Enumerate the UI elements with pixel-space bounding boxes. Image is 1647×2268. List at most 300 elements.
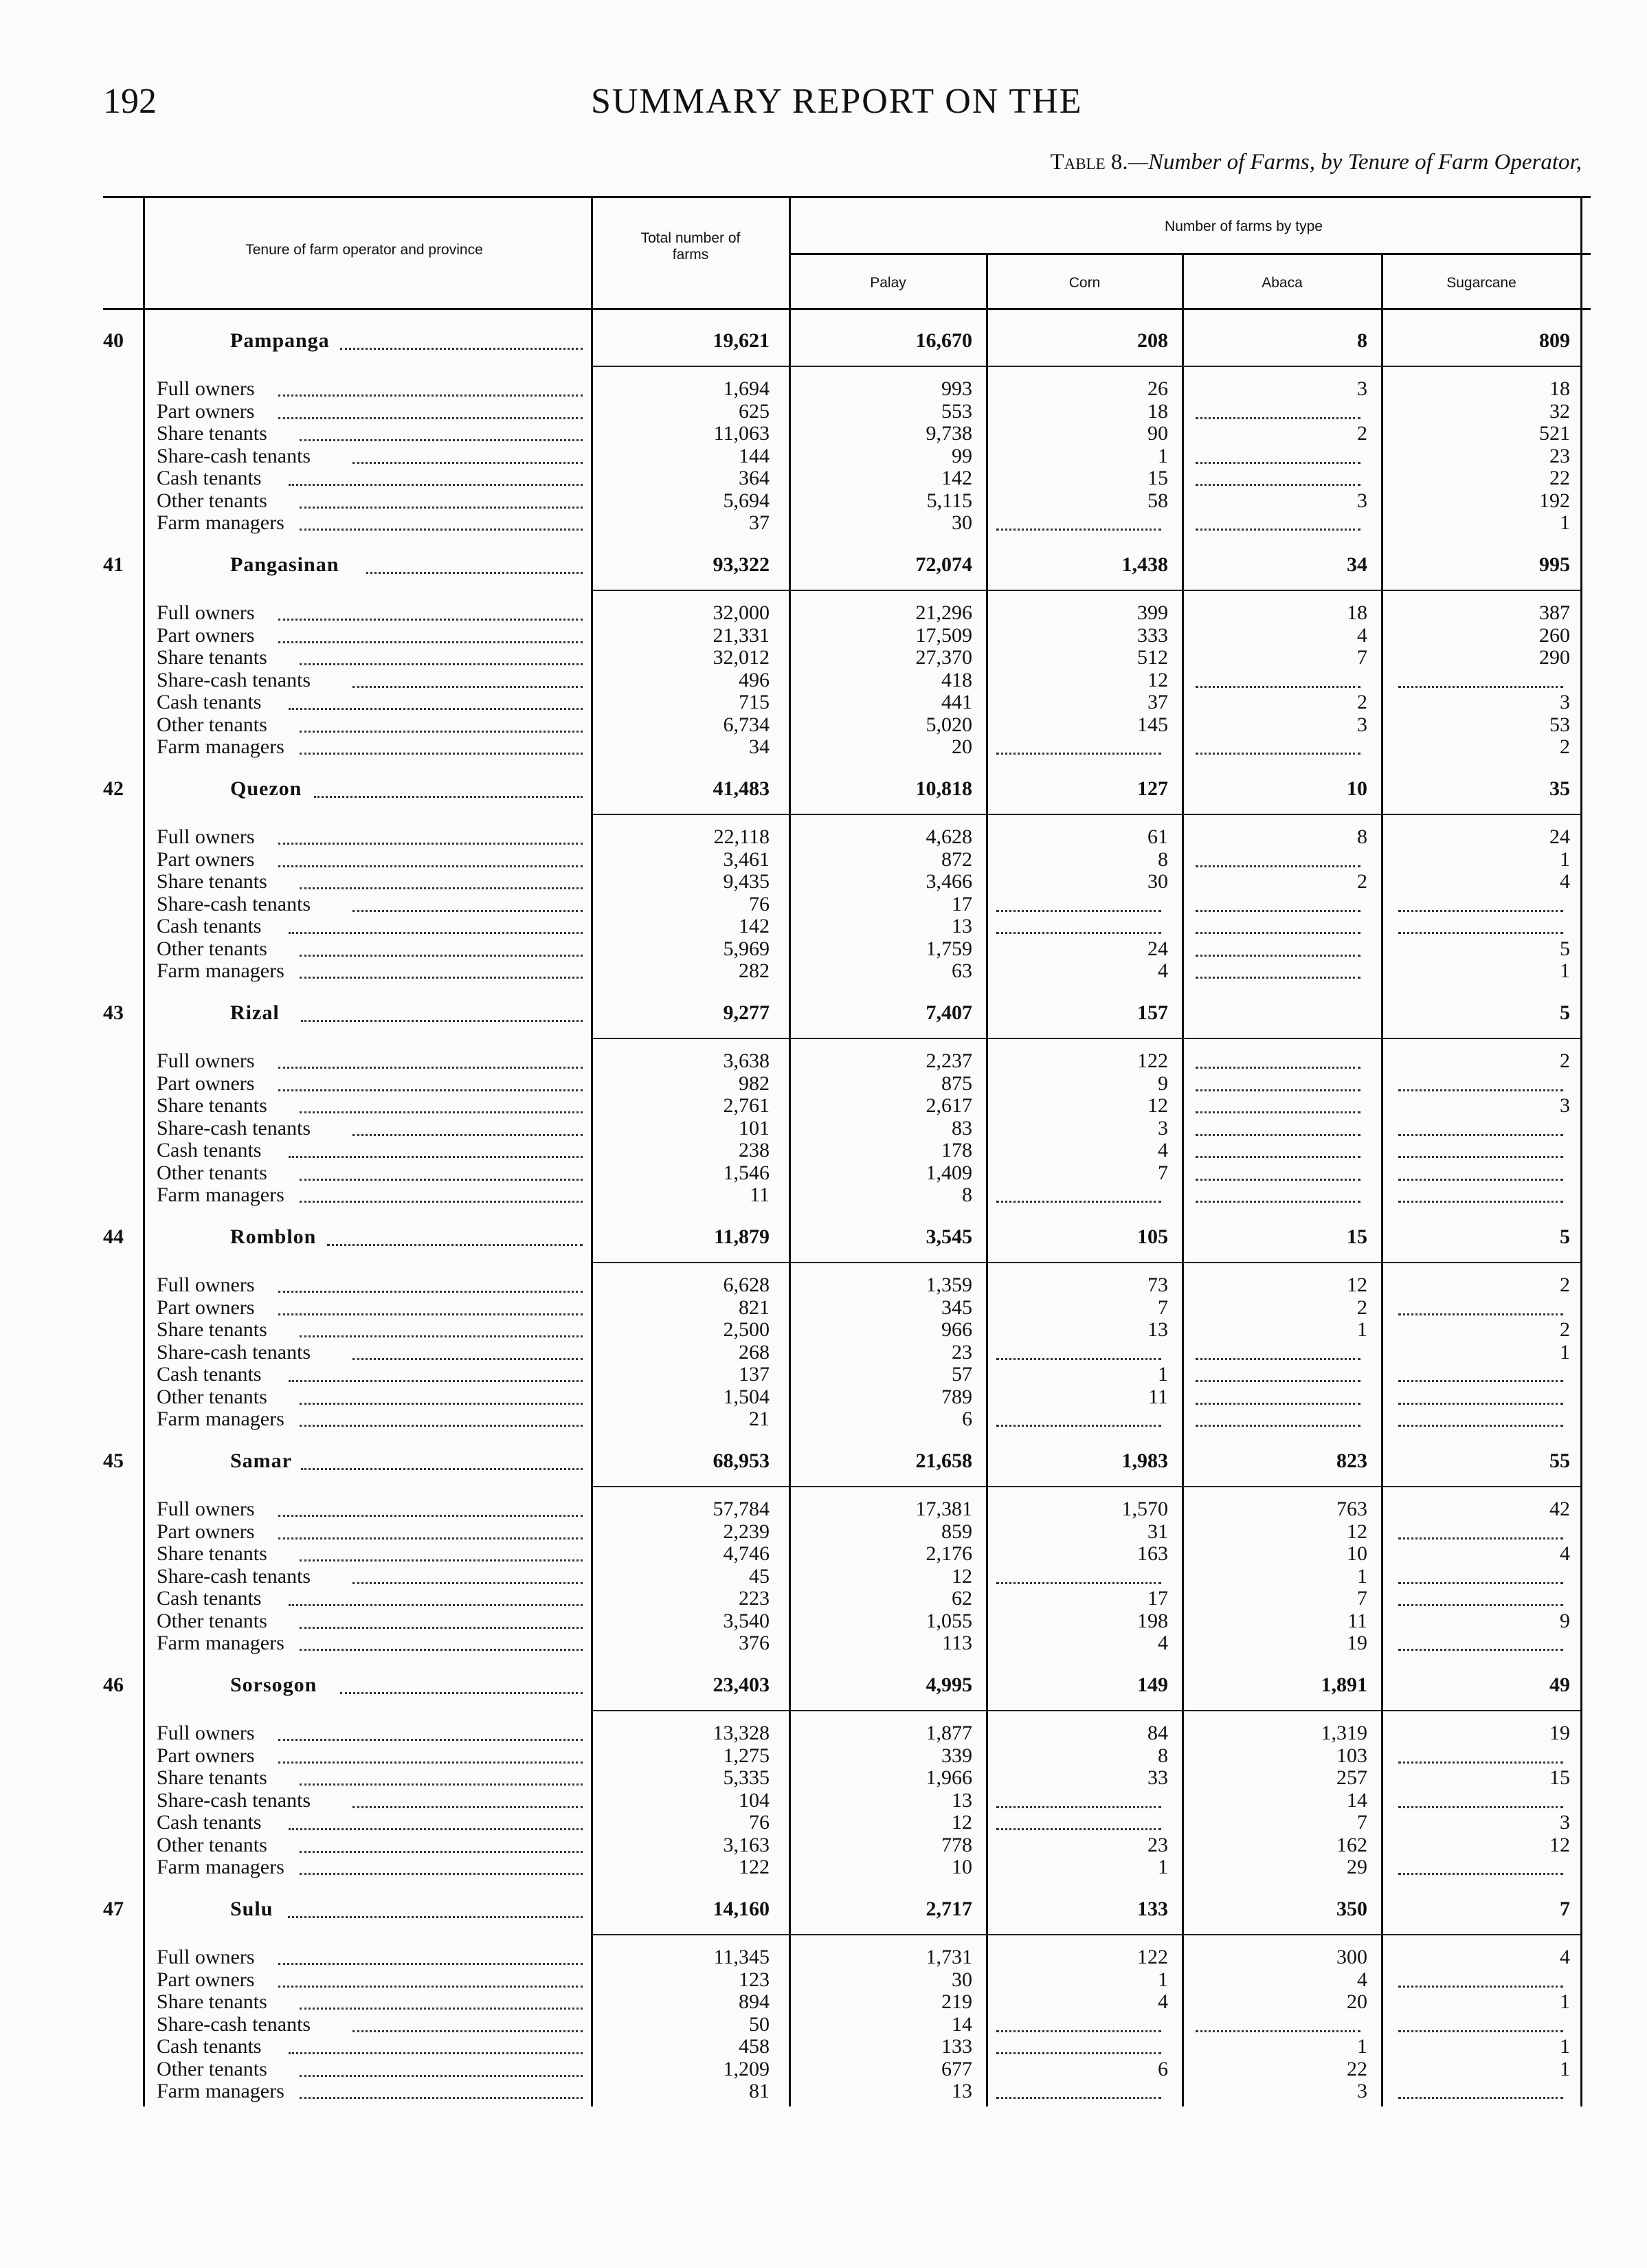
leader-dots (352, 1806, 583, 1808)
tenure-total-value: 821 (739, 1296, 770, 1319)
tenure-label: Farm managers (157, 1856, 284, 1878)
tenure-palay-value: 12 (952, 1811, 972, 1834)
tenure-palay-value: 30 (952, 511, 972, 534)
leader-dots (278, 843, 583, 845)
tenure-sugarcane-value: 15 (1549, 1766, 1570, 1789)
tenure-sugarcane-value: 2 (1560, 735, 1570, 758)
leader-dots (340, 1692, 583, 1694)
leader-dots (289, 1604, 583, 1606)
tenure-sugarcane-value: 9 (1560, 1609, 1570, 1632)
tenure-sugarcane-value: 53 (1549, 713, 1570, 736)
province-number: 42 (103, 777, 124, 800)
tenure-corn-value: 17 (1147, 1587, 1168, 1610)
tenure-sugarcane-value: 3 (1560, 1094, 1570, 1117)
empty-cell-dots (1398, 1806, 1563, 1808)
tenure-total-value: 982 (739, 1071, 770, 1095)
tenure-label: Cash tenants (157, 1587, 262, 1610)
tenure-label: Part owners (157, 623, 255, 647)
tenure-palay-value: 789 (941, 1385, 972, 1408)
tenure-label: Share-cash tenants (157, 892, 311, 915)
tenure-corn-value: 399 (1137, 601, 1168, 624)
tenure-abaca-value: 3 (1357, 2080, 1367, 2102)
tenure-label: Farm managers (157, 735, 284, 758)
leader-dots (300, 753, 583, 755)
tenure-label: Part owners (157, 1296, 255, 1319)
tenure-total-value: 223 (739, 1587, 770, 1610)
tenure-palay-value: 13 (952, 1788, 972, 1812)
leader-dots (300, 529, 583, 531)
tenure-palay-value: 8 (962, 1183, 972, 1206)
tenure-corn-value: 33 (1147, 1766, 1168, 1789)
tenure-sugarcane-value: 1 (1560, 511, 1570, 534)
tenure-corn-value: 122 (1137, 1049, 1168, 1072)
col-header-group: Number of farms by type (1165, 219, 1323, 234)
tenure-corn-value: 512 (1137, 646, 1168, 669)
tenure-sugarcane-value: 1 (1560, 2035, 1570, 2058)
province-name: Pangasinan (230, 553, 339, 576)
leader-dots (352, 910, 583, 912)
tenure-abaca-value: 763 (1336, 1498, 1367, 1520)
tenure-label: Other tenants (157, 2057, 267, 2080)
tenure-corn-value: 122 (1137, 1946, 1168, 1968)
empty-cell-dots (1196, 2030, 1360, 2032)
tenure-palay-value: 83 (952, 1116, 972, 1139)
tenure-corn-value: 333 (1137, 623, 1168, 647)
tenure-total-value: 715 (739, 691, 770, 713)
tenure-corn-value: 198 (1137, 1609, 1168, 1632)
tenure-corn-value: 6 (1158, 2057, 1168, 2080)
leader-dots (300, 2097, 583, 2099)
leader-dots (301, 1020, 583, 1022)
tenure-total-value: 122 (739, 1856, 770, 1878)
tenure-palay-value: 966 (941, 1318, 972, 1341)
tenure-corn-value: 11 (1148, 1385, 1168, 1408)
leader-dots (352, 462, 583, 464)
tenure-label: Full owners (157, 601, 255, 624)
tenure-sugarcane-value: 4 (1560, 1542, 1570, 1565)
tenure-palay-value: 872 (941, 847, 972, 871)
tenure-label: Part owners (157, 1744, 255, 1767)
tenure-sugarcane-value: 4 (1560, 1946, 1570, 1968)
province-abaca: 350 (1336, 1898, 1367, 1920)
tenure-label: Full owners (157, 1722, 255, 1744)
table-label: Table 8. (1050, 150, 1128, 175)
leader-dots (300, 1179, 583, 1181)
leader-dots (301, 1468, 583, 1470)
tenure-palay-value: 875 (941, 1071, 972, 1095)
empty-cell-dots (996, 1828, 1161, 1830)
tenure-corn-value: 4 (1158, 959, 1168, 982)
tenure-label: Share-cash tenants (157, 1564, 311, 1588)
tenure-palay-value: 441 (941, 691, 972, 713)
province-palay: 3,545 (926, 1225, 972, 1248)
tenure-total-value: 22,118 (713, 825, 770, 848)
empty-cell-dots (1398, 1156, 1563, 1158)
empty-cell-dots (1398, 1873, 1563, 1875)
tenure-abaca-value: 12 (1347, 1274, 1367, 1296)
province-rule (591, 814, 1580, 815)
leader-dots (278, 1761, 583, 1764)
province-total: 41,483 (713, 777, 770, 800)
province-name: Sulu (230, 1898, 273, 1920)
tenure-label: Cash tenants (157, 691, 262, 713)
empty-cell-dots (1196, 529, 1360, 531)
tenure-abaca-value: 300 (1336, 1946, 1367, 1968)
leader-dots (278, 865, 583, 867)
tenure-palay-value: 113 (942, 1632, 972, 1654)
leader-dots (300, 2075, 583, 2077)
tenure-total-value: 101 (739, 1116, 770, 1139)
empty-cell-dots (996, 753, 1161, 755)
empty-cell-dots (996, 2030, 1161, 2032)
tenure-palay-value: 1,731 (926, 1946, 972, 1968)
empty-cell-dots (1398, 1134, 1563, 1136)
province-number: 45 (103, 1449, 124, 1472)
tenure-palay-value: 20 (952, 735, 972, 758)
tenure-total-value: 1,504 (723, 1385, 770, 1408)
tenure-palay-value: 142 (941, 467, 972, 489)
province-total: 11,879 (714, 1225, 770, 1248)
empty-cell-dots (1196, 1156, 1360, 1158)
tenure-palay-value: 5,115 (926, 489, 972, 512)
tenure-abaca-value: 2 (1357, 422, 1367, 445)
tenure-total-value: 5,969 (723, 937, 770, 960)
tenure-label: Share-cash tenants (157, 1340, 311, 1364)
tenure-total-value: 57,784 (713, 1498, 770, 1520)
tenure-palay-value: 3,466 (926, 870, 972, 893)
empty-cell-dots (1196, 977, 1360, 979)
province-corn: 1,438 (1121, 553, 1168, 576)
tenure-abaca-value: 2 (1357, 691, 1367, 713)
tenure-palay-value: 12 (952, 1564, 972, 1588)
tenure-label: Full owners (157, 1498, 255, 1520)
tenure-label: Cash tenants (157, 2035, 262, 2058)
tenure-corn-value: 12 (1147, 668, 1168, 691)
tenure-corn-value: 23 (1147, 1833, 1168, 1856)
tenure-abaca-value: 4 (1357, 623, 1367, 647)
tenure-label: Full owners (157, 1049, 255, 1072)
leader-dots (300, 1873, 583, 1875)
tenure-corn-value: 1 (1158, 1363, 1168, 1386)
province-rule (591, 366, 1580, 367)
empty-cell-dots (996, 932, 1161, 934)
tenure-total-value: 3,540 (723, 1609, 770, 1632)
tenure-corn-value: 1 (1158, 444, 1168, 467)
tenure-abaca-value: 7 (1357, 646, 1367, 669)
leader-dots (289, 484, 583, 486)
tenure-palay-value: 4,628 (926, 825, 972, 848)
tenure-abaca-value: 103 (1336, 1744, 1367, 1767)
tenure-label: Share tenants (157, 422, 267, 445)
province-abaca: 1,891 (1321, 1674, 1367, 1696)
tenure-label: Other tenants (157, 713, 267, 736)
tenure-sugarcane-value: 387 (1539, 601, 1570, 624)
tenure-corn-value: 13 (1147, 1318, 1168, 1341)
empty-cell-dots (996, 1201, 1161, 1203)
leader-dots (278, 1067, 583, 1069)
leader-dots (300, 1403, 583, 1405)
tenure-palay-value: 23 (952, 1340, 972, 1364)
tenure-sugarcane-value: 192 (1539, 489, 1570, 512)
tenure-sugarcane-value: 1 (1560, 1340, 1570, 1364)
tenure-corn-value: 163 (1137, 1542, 1168, 1565)
leader-dots (278, 1963, 583, 1965)
tenure-corn-value: 8 (1158, 1744, 1168, 1767)
tenure-label: Farm managers (157, 2080, 284, 2102)
tenure-corn-value: 61 (1147, 825, 1168, 848)
tenure-abaca-value: 3 (1357, 377, 1367, 400)
tenure-palay-value: 57 (952, 1363, 972, 1386)
tenure-corn-value: 30 (1147, 870, 1168, 893)
tenure-label: Full owners (157, 1946, 255, 1968)
tenure-label: Share tenants (157, 1318, 267, 1341)
tenure-palay-value: 1,759 (926, 937, 972, 960)
tenure-abaca-value: 1 (1357, 1564, 1367, 1588)
tenure-palay-value: 21,296 (915, 601, 972, 624)
tenure-label: Cash tenants (157, 1139, 262, 1161)
leader-dots (289, 932, 583, 934)
tenure-total-value: 1,209 (723, 2057, 770, 2080)
tenure-total-value: 21,331 (713, 623, 770, 647)
tenure-total-value: 3,461 (723, 847, 770, 871)
tenure-sugarcane-value: 3 (1560, 691, 1570, 713)
tenure-total-value: 894 (739, 1990, 770, 2013)
tenure-total-value: 11,063 (713, 422, 770, 445)
province-sugarcane: 49 (1549, 1674, 1570, 1696)
empty-cell-dots (1398, 686, 1563, 688)
tenure-total-value: 37 (749, 511, 770, 534)
tenure-total-value: 11,345 (713, 1946, 770, 1968)
tenure-palay-value: 339 (941, 1744, 972, 1767)
tenure-label: Share-cash tenants (157, 2012, 311, 2036)
tenure-palay-value: 1,409 (926, 1161, 972, 1184)
page-number: 192 (103, 82, 157, 121)
tenure-sugarcane-value: 24 (1549, 825, 1570, 848)
tenure-total-value: 1,546 (723, 1161, 770, 1184)
tenure-palay-value: 27,370 (915, 646, 972, 669)
tenure-total-value: 1,694 (723, 377, 770, 400)
tenure-total-value: 32,012 (713, 646, 770, 669)
empty-cell-dots (1196, 462, 1360, 464)
tenure-total-value: 5,694 (723, 489, 770, 512)
leader-dots (300, 1783, 583, 1786)
leader-dots (300, 955, 583, 957)
province-rule (591, 1486, 1580, 1487)
leader-dots (300, 2008, 583, 2010)
tenure-label: Cash tenants (157, 915, 262, 937)
tenure-total-value: 11 (750, 1183, 770, 1206)
tenure-label: Other tenants (157, 489, 267, 512)
empty-cell-dots (1398, 1179, 1563, 1181)
leader-dots (300, 1425, 583, 1427)
province-total: 9,277 (723, 1001, 770, 1024)
tenure-total-value: 34 (749, 735, 770, 758)
province-abaca: 15 (1347, 1225, 1367, 1248)
tenure-corn-value: 1 (1158, 1968, 1168, 1991)
tenure-palay-value: 993 (941, 377, 972, 400)
province-number: 47 (103, 1898, 124, 1920)
province-total: 68,953 (713, 1449, 770, 1472)
tenure-abaca-value: 19 (1347, 1632, 1367, 1654)
tenure-palay-value: 2,237 (926, 1049, 972, 1072)
tenure-label: Other tenants (157, 1385, 267, 1408)
tenure-abaca-value: 10 (1347, 1542, 1367, 1565)
tenure-label: Full owners (157, 825, 255, 848)
tenure-palay-value: 859 (941, 1520, 972, 1543)
tenure-sugarcane-value: 1 (1560, 959, 1570, 982)
province-rule (591, 1934, 1580, 1935)
leader-dots (340, 348, 583, 350)
tenure-sugarcane-value: 2 (1560, 1318, 1570, 1341)
tenure-abaca-value: 11 (1347, 1609, 1367, 1632)
province-number: 41 (103, 553, 124, 576)
tenure-label: Other tenants (157, 1833, 267, 1856)
tenure-sugarcane-value: 3 (1560, 1811, 1570, 1834)
empty-cell-dots (1196, 1358, 1360, 1360)
tenure-abaca-value: 22 (1347, 2057, 1367, 2080)
tenure-corn-value: 90 (1147, 422, 1168, 445)
empty-cell-dots (1398, 1604, 1563, 1606)
empty-cell-dots (1398, 1649, 1563, 1651)
province-name: Sorsogon (230, 1674, 317, 1696)
tenure-corn-value: 7 (1158, 1296, 1168, 1319)
leader-dots (278, 1291, 583, 1293)
province-corn: 1,983 (1121, 1449, 1168, 1472)
tenure-abaca-value: 1 (1357, 1318, 1367, 1341)
province-rule (591, 1038, 1580, 1039)
empty-cell-dots (1398, 2030, 1563, 2032)
province-corn: 133 (1137, 1898, 1168, 1920)
province-corn: 149 (1137, 1674, 1168, 1696)
province-total: 23,403 (713, 1674, 770, 1696)
empty-cell-dots (996, 2052, 1161, 2054)
tenure-label: Full owners (157, 377, 255, 400)
tenure-palay-value: 778 (941, 1833, 972, 1856)
leader-dots (352, 1134, 583, 1136)
leader-dots (278, 1089, 583, 1091)
empty-cell-dots (1196, 1111, 1360, 1113)
empty-cell-dots (1196, 955, 1360, 957)
tenure-label: Share tenants (157, 1766, 267, 1789)
tenure-abaca-value: 2 (1357, 1296, 1367, 1319)
province-name: Pampanga (230, 329, 330, 352)
tenure-sugarcane-value: 4 (1560, 870, 1570, 893)
tenure-palay-value: 30 (952, 1968, 972, 1991)
tenure-corn-value: 31 (1147, 1520, 1168, 1543)
leader-dots (288, 1916, 583, 1918)
empty-cell-dots (1398, 1403, 1563, 1405)
province-abaca: 10 (1347, 777, 1367, 800)
tenure-abaca-value: 3 (1357, 713, 1367, 736)
col-header-total: Total number of farms (640, 230, 741, 263)
tenure-sugarcane-value: 18 (1549, 377, 1570, 400)
tenure-label: Share-cash tenants (157, 668, 311, 691)
tenure-palay-value: 13 (952, 915, 972, 937)
leader-dots (278, 1515, 583, 1517)
tenure-label: Share tenants (157, 1094, 267, 1117)
tenure-sugarcane-value: 2 (1560, 1049, 1570, 1072)
province-palay: 7,407 (926, 1001, 972, 1024)
col-header-abaca: Abaca (1262, 275, 1303, 291)
tenure-palay-value: 345 (941, 1296, 972, 1319)
empty-cell-dots (996, 910, 1161, 912)
tenure-palay-value: 63 (952, 959, 972, 982)
province-palay: 21,658 (915, 1449, 972, 1472)
tenure-palay-value: 677 (941, 2057, 972, 2080)
leader-dots (300, 887, 583, 889)
leader-dots (289, 1828, 583, 1830)
tenure-palay-value: 1,877 (926, 1722, 972, 1744)
empty-cell-dots (1398, 1537, 1563, 1539)
tenure-total-value: 364 (739, 467, 770, 489)
tenure-sugarcane-value: 22 (1549, 467, 1570, 489)
tenure-total-value: 142 (739, 915, 770, 937)
tenure-abaca-value: 20 (1347, 1990, 1367, 2013)
tenure-corn-value: 37 (1147, 691, 1168, 713)
tenure-label: Part owners (157, 399, 255, 423)
tenure-abaca-value: 4 (1357, 1968, 1367, 1991)
tenure-label: Share tenants (157, 1990, 267, 2013)
tenure-label: Other tenants (157, 1609, 267, 1632)
province-number: 43 (103, 1001, 124, 1024)
tenure-abaca-value: 7 (1357, 1587, 1367, 1610)
tenure-sugarcane-value: 23 (1549, 444, 1570, 467)
tenure-total-value: 3,638 (723, 1049, 770, 1072)
leader-dots (278, 1986, 583, 1988)
tenure-total-value: 496 (739, 668, 770, 691)
leader-dots (278, 394, 583, 397)
col-header-palay: Palay (870, 275, 906, 291)
tenure-label: Farm managers (157, 1183, 284, 1206)
tenure-corn-value: 12 (1147, 1094, 1168, 1117)
tenure-palay-value: 62 (952, 1587, 972, 1610)
tenure-corn-value: 145 (1137, 713, 1168, 736)
tenure-label: Part owners (157, 847, 255, 871)
province-total: 14,160 (713, 1898, 770, 1920)
leader-dots (300, 1559, 583, 1561)
tenure-corn-value: 24 (1147, 937, 1168, 960)
empty-cell-dots (1196, 932, 1360, 934)
tenure-label: Cash tenants (157, 1811, 262, 1834)
tenure-label: Farm managers (157, 1408, 284, 1430)
leader-dots (289, 708, 583, 710)
empty-cell-dots (1196, 1425, 1360, 1427)
province-number: 40 (103, 329, 124, 352)
tenure-palay-value: 2,617 (926, 1094, 972, 1117)
tenure-label: Share-cash tenants (157, 1116, 311, 1139)
tenure-abaca-value: 1 (1357, 2035, 1367, 2058)
tenure-palay-value: 99 (952, 444, 972, 467)
tenure-palay-value: 5,020 (926, 713, 972, 736)
empty-cell-dots (1398, 910, 1563, 912)
empty-cell-dots (1398, 1313, 1563, 1315)
leader-dots (352, 2030, 583, 2032)
tenure-label: Share tenants (157, 1542, 267, 1565)
tenure-sugarcane-value: 42 (1549, 1498, 1570, 1520)
tenure-label: Cash tenants (157, 1363, 262, 1386)
province-sugarcane: 7 (1560, 1898, 1570, 1920)
tenure-total-value: 6,734 (723, 713, 770, 736)
tenure-abaca-value: 257 (1336, 1766, 1367, 1789)
tenure-abaca-value: 162 (1336, 1833, 1367, 1856)
tenure-total-value: 3,163 (723, 1833, 770, 1856)
running-title: SUMMARY REPORT ON THE (591, 82, 1083, 121)
tenure-palay-value: 553 (941, 399, 972, 423)
tenure-sugarcane-value: 19 (1549, 1722, 1570, 1744)
leader-dots (300, 1851, 583, 1853)
leader-dots (278, 619, 583, 621)
province-palay: 16,670 (915, 329, 972, 352)
